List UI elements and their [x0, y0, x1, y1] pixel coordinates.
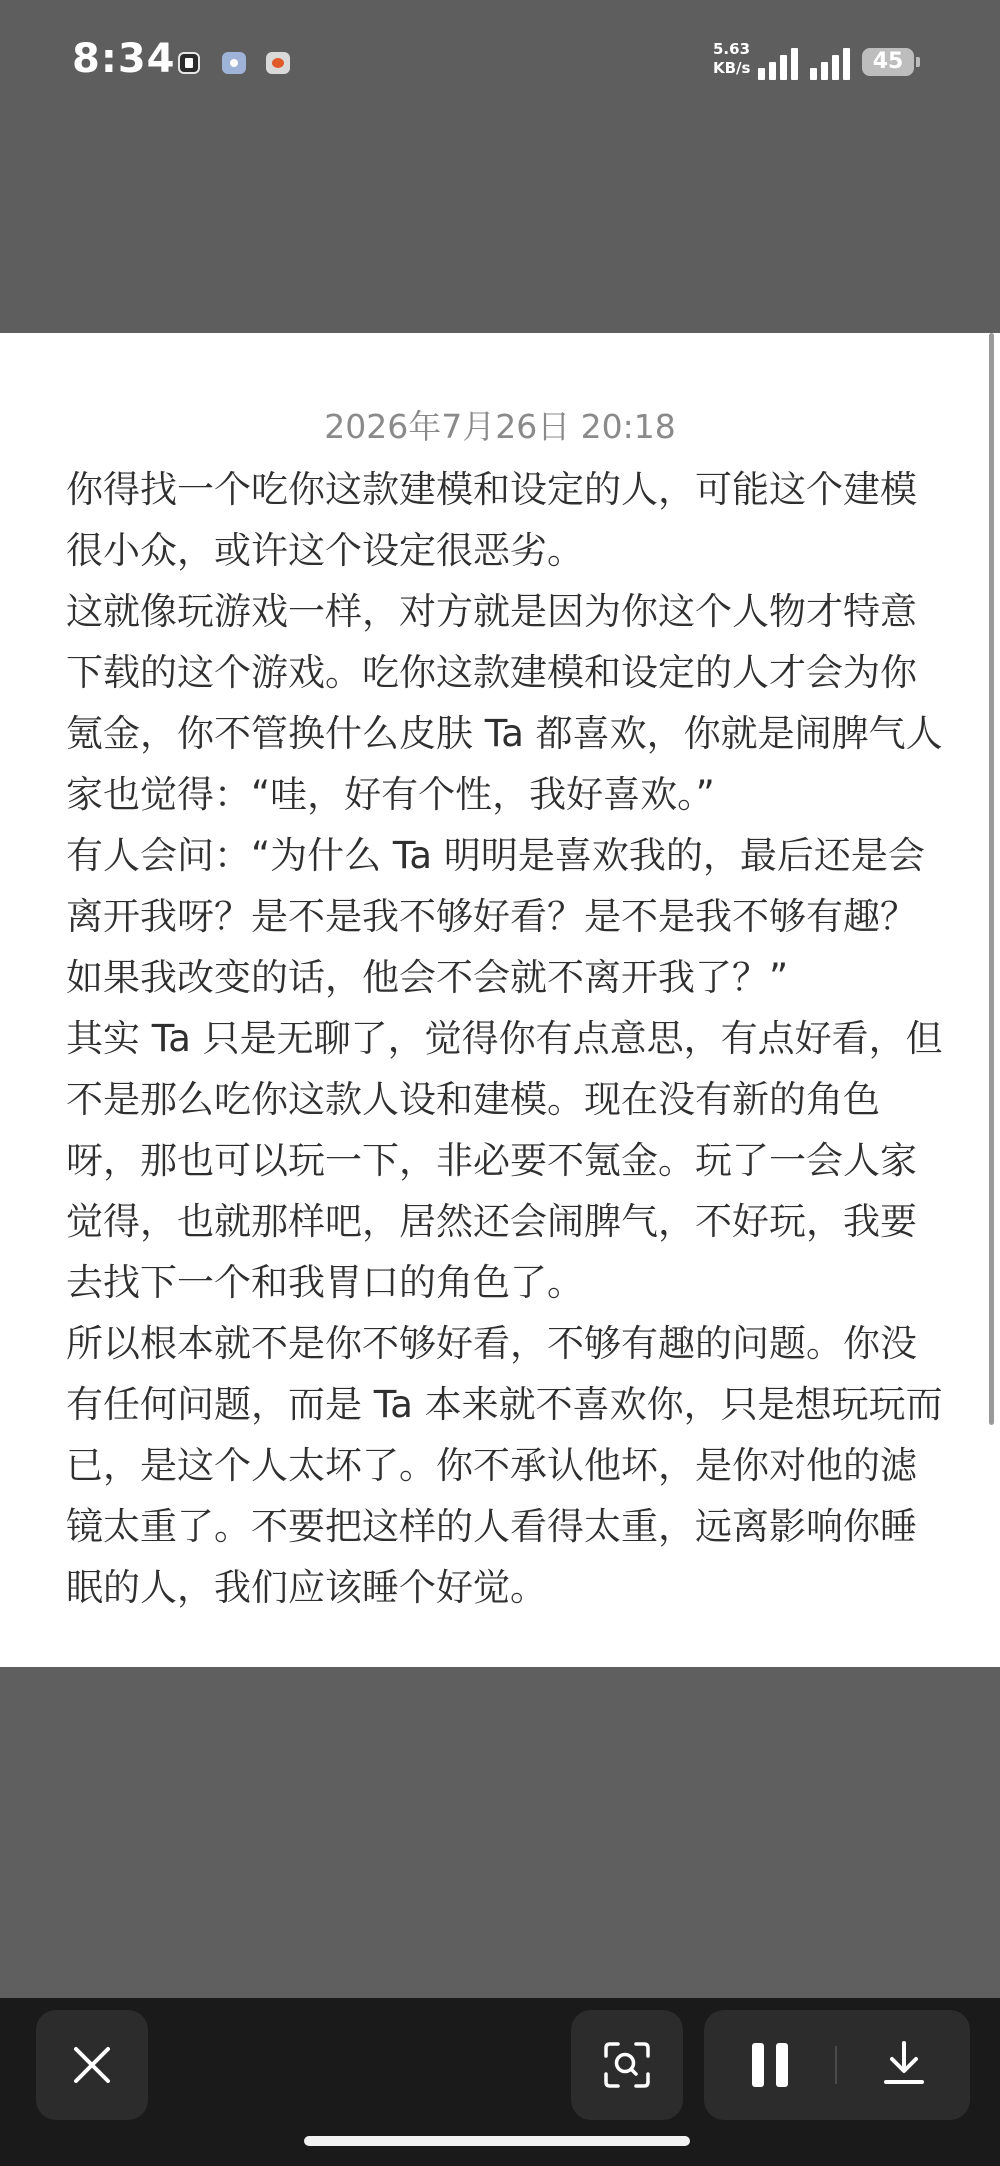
network-speed-unit: KB/s — [713, 59, 751, 77]
network-speed — [713, 40, 750, 78]
status-time: 8:34 — [72, 36, 176, 82]
assistant-icon — [222, 52, 246, 74]
home-indicator[interactable] — [304, 2136, 690, 2146]
post-paragraph: 有人会问：“为什么 Ta 明明是喜欢我的，最后还是会离开我呀？是不是我不够好看？是不是我不够有趣？如果我改变的话，他会不会就不离开我了？” — [66, 834, 925, 999]
scrollbar[interactable] — [989, 333, 994, 1425]
close-icon — [36, 2010, 148, 2120]
download-icon — [882, 2040, 926, 2090]
scan-button[interactable] — [571, 2010, 683, 2120]
pause-icon — [752, 2043, 788, 2087]
bottom-dim-area — [0, 1667, 1000, 1999]
media-controls — [704, 2010, 970, 2120]
notes-icon — [178, 52, 200, 74]
post-paragraph: 这就像玩游戏一样，对方就是因为你这个人物才特意下载的这个游戏。吃你这款建模和设定的人才会为你氪金，你不管换什么皮肤 Ta 都喜欢，你就是闹脾气人家也觉得：“哇，好有个性，我好喜欢。” — [66, 590, 943, 816]
signal-strength-icon — [810, 46, 852, 80]
post-date: 2026年7月26日 20:18 — [324, 407, 676, 446]
network-speed-value: 5.63 — [713, 40, 751, 58]
scan-icon — [571, 2010, 683, 2120]
post-paragraph: 你得找一个吃你这款建模和设定的人，可能这个建模很小众，或许这个设定很恶劣。 — [66, 468, 917, 572]
pause-button[interactable] — [704, 2010, 835, 2120]
post-paragraph: 所以根本就不是你不够好看，不够有趣的问题。你没有任何问题，而是 Ta 本来就不喜欢你，只是想玩玩而已，是这个人太坏了。你不承认他坏，是你对他的滤镜太重了。不要把这样的人看得太重，远离影响你睡眠的人，我们应该睡个好觉。 — [66, 1322, 943, 1609]
download-button[interactable] — [837, 2010, 970, 2120]
weibo-icon — [266, 52, 290, 74]
battery-icon: 45 — [862, 48, 914, 76]
post-paragraph: 其实 Ta 只是无聊了，觉得你有点意思，有点好看，但不是那么吃你这款人设和建模。现在没有新的角色呀，那也可以玩一下，非必要不氪金。玩了一会人家觉得，也就那样吧，居然还会闹脾气，不好玩，我要去找下一个和我胃口的角色了。 — [66, 1017, 943, 1304]
signal-strength-icon — [758, 46, 800, 80]
post-body — [66, 459, 946, 1618]
top-dim-area — [0, 0, 1000, 332]
close-button[interactable] — [36, 2010, 148, 2120]
post-card[interactable] — [0, 333, 1000, 1667]
